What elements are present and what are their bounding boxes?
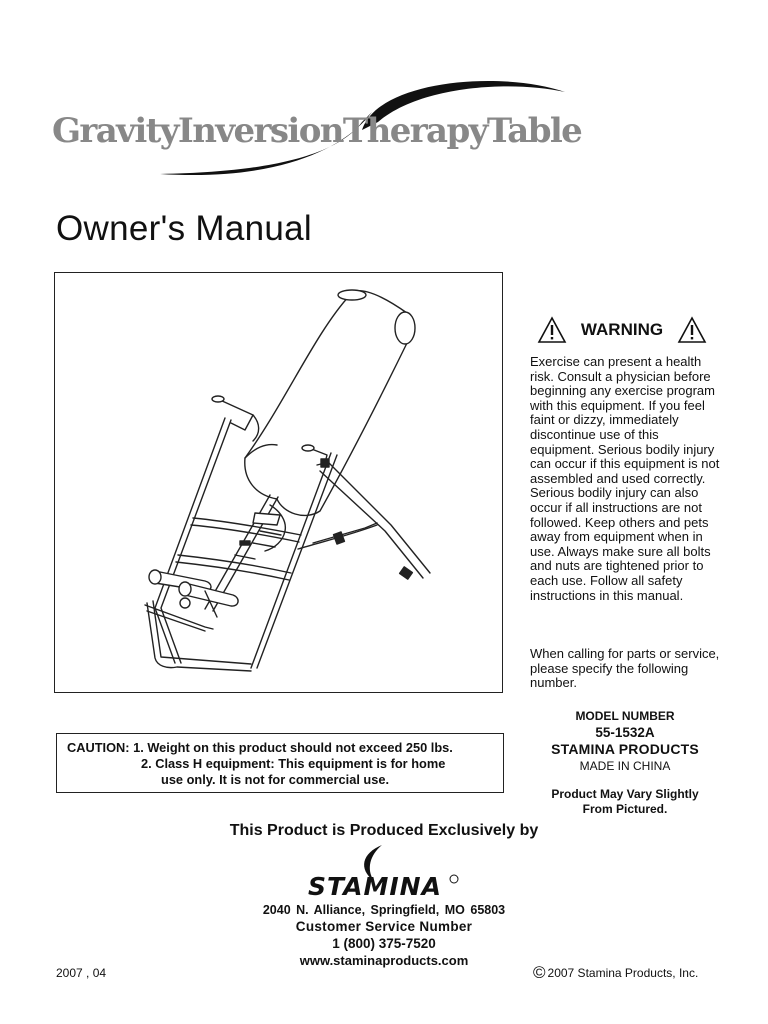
manual-title: Owner's Manual <box>56 209 312 248</box>
model-number-label: MODEL NUMBER <box>575 709 675 723</box>
caution-line: 2. Class H equipment: This equipment is for home <box>141 756 446 771</box>
product-title: GravityInversionTherapyTable <box>52 111 582 151</box>
caution-box <box>56 733 504 793</box>
warning-triangle-icon <box>677 316 707 344</box>
copyright-icon: © <box>533 963 546 982</box>
product-title-logo <box>40 62 650 192</box>
parts-service-text: When calling for parts or service, please specify the following number. <box>530 646 720 691</box>
company-name: STAMINA PRODUCTS <box>551 741 699 757</box>
product-vary-line: From Pictured. <box>582 801 668 816</box>
copyright-text: 2007 Stamina Products, Inc. <box>547 966 699 980</box>
country-of-origin: MADE IN CHINA <box>579 759 671 773</box>
product-illustration-frame <box>54 272 503 693</box>
model-info <box>530 709 720 816</box>
warning-text: Exercise can present a health risk. Consult a physician before beginning any exercise program with this equipment. If you feel faint or dizzy, immediately discontinue use of this equipment. Serious bodily injury can occur if this equipment is not assembled and used correctly. Serious bodily injury can also occur if all instructions are not followed. Keep others and pets away from equipment when in use. Always make sure all bolts and nuts are tightened prior to each use. Follow all safety instructions in this manual. <box>530 354 720 603</box>
produced-by-heading: This Product is Produced Exclusively by <box>229 822 539 839</box>
print-date: 2007 , 04 <box>56 966 107 980</box>
contact-info <box>0 903 768 968</box>
product-vary-line: Product May Vary Slightly <box>551 787 699 801</box>
stamina-logo <box>300 843 470 901</box>
company-address: 2040 N. Alliance, Springfield, MO 65803 <box>262 903 506 917</box>
model-number: 55-1532A <box>595 725 655 740</box>
warning-triangle-icon <box>537 316 567 344</box>
customer-service-phone: 1 (800) 375-7520 <box>332 936 436 951</box>
caution-line: CAUTION: 1. Weight on this product should not exceed 250 lbs. <box>67 740 453 755</box>
warning-label: WARNING <box>580 320 664 339</box>
inversion-table-illustration <box>55 273 501 691</box>
caution-line: use only. It is not for commercial use. <box>161 772 390 787</box>
website-url: www.staminaproducts.com <box>299 953 469 968</box>
copyright-notice <box>533 963 699 982</box>
stamina-logo-text: STAMINA <box>308 872 442 901</box>
customer-service-label: Customer Service Number <box>295 919 473 934</box>
product-vary-note <box>530 787 720 816</box>
warning-header <box>537 315 707 345</box>
